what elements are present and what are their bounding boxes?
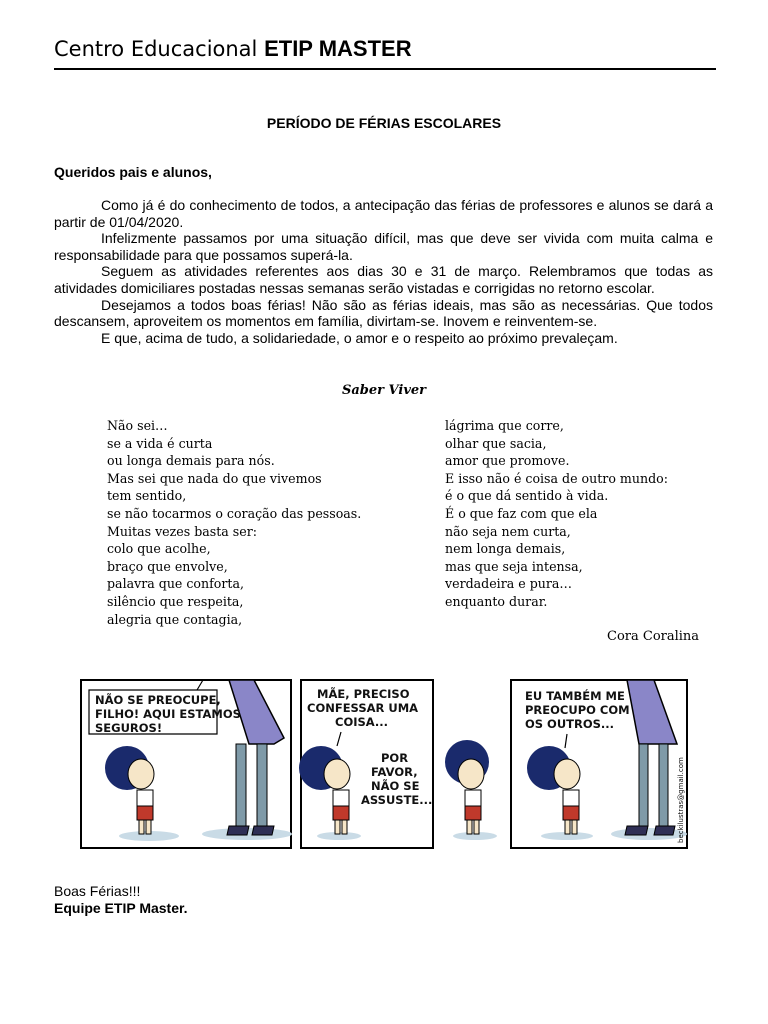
header-title [54, 36, 412, 62]
poem-line: olhar que sacia, [445, 435, 547, 451]
comic-text: NÃO SE [371, 779, 420, 793]
poem-line: tem sentido, [107, 488, 187, 504]
poem-line: não seja nem curta, [445, 523, 571, 539]
poem-line: alegria que contagia, [107, 611, 243, 627]
greeting: Queridos pais e alunos, [54, 164, 212, 180]
signoff-line: Boas Férias!!! [54, 883, 141, 899]
comic-text: OS OUTROS... [525, 717, 615, 731]
page-title: PERÍODO DE FÉRIAS ESCOLARES [266, 115, 502, 131]
comic-text: COISA... [335, 715, 388, 729]
poem-line: amor que promove. [445, 453, 570, 469]
poem-column-right [445, 417, 668, 611]
signoff-team: Equipe ETIP Master. [54, 900, 188, 916]
poem-line: Muitas vezes basta ser: [107, 523, 257, 539]
poem-line: mas que seja intensa, [445, 558, 583, 574]
comic-panel-1 [81, 680, 292, 848]
comic-text: SEGUROS! [95, 721, 163, 735]
comic-panel-4 [511, 680, 687, 848]
poem-line: colo que acolhe, [107, 541, 211, 557]
comic-text: EU TAMBÉM ME [525, 689, 625, 703]
signoff [54, 883, 188, 917]
comic-text: ASSUSTE... [361, 793, 433, 807]
poem-line: ou longa demais para nós. [107, 453, 275, 469]
poem-line: Não sei… [107, 418, 168, 433]
poem-line: braço que envolve, [107, 558, 228, 574]
header [54, 34, 716, 70]
poem-column-left [107, 417, 361, 628]
paragraph: Infelizmente passamos por uma situação difícil, mas que deve ser vivida com muita calma e responsabilidade para que possamos superá-la. [54, 230, 713, 263]
paragraph: Desejamos a todos boas férias! Não são as férias ideais, mas são as necessárias. Que todos descansem, aproveitem os momentos em família, divirtam-se. Inovem e reinventem-se. [54, 296, 713, 330]
comic-text: MÃE, PRECISO [317, 687, 410, 701]
poem-title: Saber Viver [341, 383, 427, 398]
poem-line: nem longa demais, [445, 541, 566, 557]
poem-author: Cora Coralina [607, 629, 700, 644]
comic-panel-3 [445, 740, 497, 840]
poem-line: lágrima que corre, [445, 418, 564, 433]
comic-strip [79, 678, 689, 852]
paragraph: E que, acima de tudo, a solidariedade, o amor e o respeito ao próximo prevaleçam. [101, 329, 618, 346]
header-prefix: Centro Educacional [54, 37, 258, 61]
comic-text: PREOCUPO COM [525, 703, 630, 717]
header-brand: ETIP MASTER [264, 36, 412, 61]
comic-text: POR [381, 751, 409, 765]
poem-line: E isso não é coisa de outro mundo: [445, 470, 668, 486]
poem-line: É o que faz com que ela [445, 505, 598, 521]
poem-line: Mas sei que nada do que vivemos [107, 470, 322, 486]
paragraph: Seguem as atividades referentes aos dias 30 e 31 de março. Relembramos que todas as atividades domiciliares postadas nessas semanas serão vistadas e corrigidas no retorno escolar. [54, 263, 713, 296]
comic-text: NÃO SE PREOCUPE, [95, 693, 221, 707]
poem-line: enquanto durar. [445, 593, 548, 609]
poem-line: silêncio que respeita, [107, 593, 244, 609]
comic-text: FAVOR, [371, 765, 418, 779]
comic-text: FILHO! AQUI ESTAMOS [95, 707, 241, 721]
comic-panel-2 [299, 680, 433, 848]
paragraph: Como já é do conhecimento de todos, a antecipação das férias de professores e alunos se dará a partir de 01/04/2020. [54, 197, 713, 230]
poem-line: palavra que conforta, [107, 576, 244, 592]
poem-line: é o que dá sentido à vida. [445, 488, 609, 504]
poem-line: se a vida é curta [107, 435, 213, 451]
comic-credit: beckilustras@gmail.com [677, 757, 685, 843]
comic-text: CONFESSAR UMA [307, 701, 419, 715]
poem-line: se não tocarmos o coração das pessoas. [107, 505, 362, 521]
poem-line: verdadeira e pura… [445, 576, 572, 592]
letter-body [54, 197, 713, 346]
